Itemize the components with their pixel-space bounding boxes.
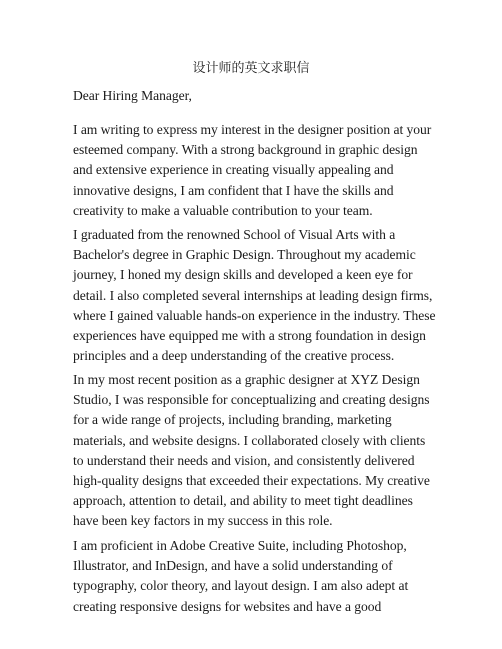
paragraph-line: In my most recent position as a graphic designer at XYZ Design (73, 372, 420, 387)
paragraph-line: and extensive experience in creating visually appealing and (73, 162, 394, 178)
salutation-line: Dear Hiring Manager, (73, 88, 192, 103)
paragraph-line: experiences have equipped me with a strong foundation in design (73, 328, 426, 344)
paragraph-line: journey, I honed my design skills and developed a keen eye for (73, 267, 413, 283)
paragraph-education (73, 225, 493, 366)
paragraph-line: where I gained valuable hands-on experience in the industry. These (73, 307, 436, 323)
paragraph-experience (73, 370, 493, 532)
paragraph-line: I am proficient in Adobe Creative Suite, including Photoshop, (73, 538, 407, 553)
paragraph-line: innovative designs, I am confident that I have the skills and (73, 182, 394, 198)
paragraph-line: materials, and website designs. I collaborated closely with clients (73, 432, 426, 448)
paragraph-line: I am writing to express my interest in the designer position at your (73, 122, 432, 137)
paragraph-line: Illustrator, and InDesign, and have a solid understanding of (73, 558, 393, 574)
paragraph-line: for a wide range of projects, including branding, marketing (73, 412, 392, 428)
paragraph-line: high-quality designs that exceeded their expectations. My creative (73, 473, 430, 489)
paragraph-skills (73, 536, 493, 617)
paragraph-line: I graduated from the renowned School of Visual Arts with a (73, 227, 396, 242)
paragraph-line: typography, color theory, and layout design. I am also adept at (73, 578, 409, 594)
paragraph-intro (73, 120, 493, 221)
paragraph-line: Bachelor's degree in Graphic Design. Throughout my academic (73, 247, 416, 263)
paragraph-line: esteemed company. With a strong background in graphic design (73, 142, 418, 158)
paragraph-line: have been key factors in my success in this role. (73, 513, 333, 529)
salutation (73, 86, 493, 106)
paragraph-line: creating responsive designs for websites and have a good (73, 598, 382, 614)
paragraph-line: to understand their needs and vision, and consistently delivered (73, 452, 415, 468)
document-title: 设计师的英文求职信 (192, 61, 310, 76)
paragraph-line: approach, attention to detail, and ability to meet tight deadlines (73, 493, 413, 509)
paragraph-line: principles and a deep understanding of the creative process. (73, 348, 395, 364)
paragraph-line: Studio, I was responsible for conceptualizing and creating designs (73, 392, 430, 408)
paragraph-line: creativity to make a valuable contribution to your team. (73, 202, 373, 218)
paragraph-line: detail. I also completed several internships at leading design firms, (73, 287, 433, 303)
